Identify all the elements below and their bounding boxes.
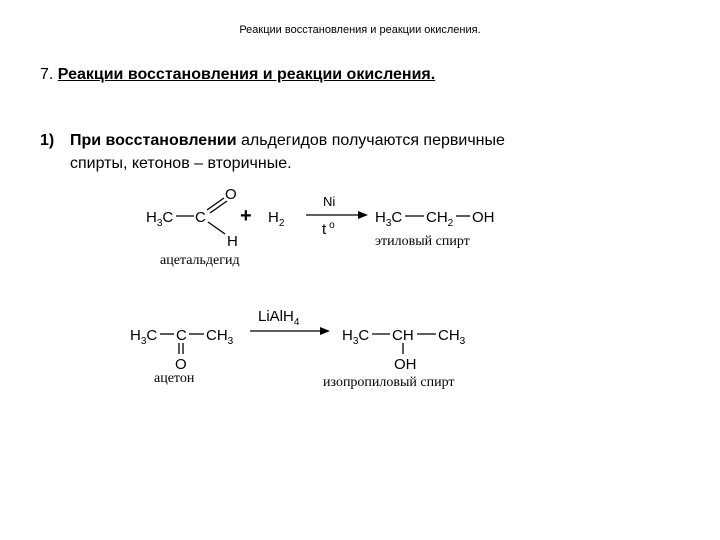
r1-oxygen: O: [225, 186, 237, 203]
r1-product-h3c: $H_3C$: [375, 209, 403, 229]
r1-arrow-head: [358, 211, 368, 219]
r1-condition: t $^o$: [322, 220, 335, 238]
r1-product-label: этиловый спирт: [375, 234, 470, 249]
list-item-line2: спирты, кетонов – вторичные.: [70, 155, 292, 172]
r1-double-bond-a: [207, 198, 224, 210]
r1-carbonyl-c: C: [195, 209, 206, 226]
r2-product-oh: OH: [394, 356, 417, 373]
r1-product-oh: OH: [472, 209, 495, 226]
section-number: 7.: [40, 66, 54, 83]
section-title: Реакции восстановления и реакции окисления.: [57, 66, 436, 83]
r2-ch3: $CH_3$: [206, 327, 234, 347]
r1-plus: +: [240, 205, 252, 227]
r2-product-label: изопропиловый спирт: [323, 375, 455, 390]
r1-product-ch2: $CH_2$: [426, 209, 454, 229]
r1-hydrogen: H: [227, 233, 238, 250]
r1-bond-c-h: [208, 222, 225, 234]
r2-reagent: LiAlH$_4$: [258, 308, 300, 328]
r1-catalyst: Ni: [323, 194, 336, 209]
list-item-line1: альдегидов получаются первичные: [236, 132, 505, 149]
r1-h2: $H_2$: [268, 209, 285, 229]
slide-header-title: Реакции восстановления и реакции окисления.: [239, 24, 481, 36]
r2-product-ch3: $CH_3$: [438, 327, 466, 347]
r2-arrow-head: [320, 327, 330, 335]
r1-h3c: $H_3C$: [146, 209, 174, 229]
list-marker: 1): [40, 132, 55, 149]
r2-h3c: $H_3C$: [130, 327, 158, 347]
r2-reactant-label: ацетон: [154, 371, 195, 386]
r2-product-ch: CH: [392, 327, 414, 344]
reaction-1: [146, 186, 495, 268]
reaction-2: [130, 308, 466, 390]
list-item-bold: При восстановлении: [70, 132, 237, 149]
r2-product-h3c: $H_3C$: [342, 327, 370, 347]
r2-oxygen: O: [175, 356, 187, 373]
r2-c: C: [176, 327, 187, 344]
r1-reactant-label: ацетальдегид: [160, 253, 240, 268]
